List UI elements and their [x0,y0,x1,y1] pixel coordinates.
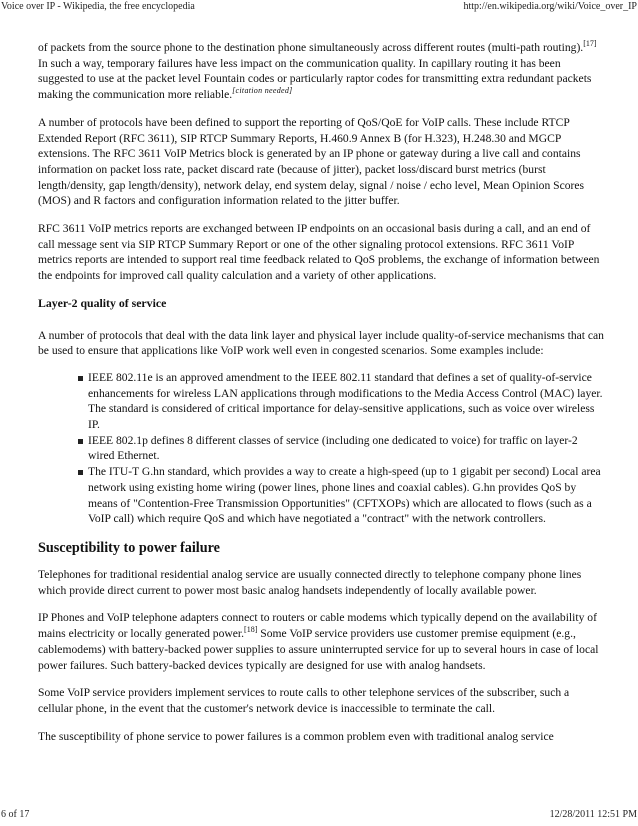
page-title: Voice over IP - Wikipedia, the free encyclopedia [1,1,195,12]
qos-examples-list [38,370,606,527]
paragraph-layer2: A number of protocols that deal with the data link layer and physical layer include quality-of-service mechanisms that can be used to ensure that applications like VoIP work well even in congested scenarios. Some examples include: [38,328,604,358]
paragraph-ip-phones-power [38,610,606,673]
list-item: IEEE 802.1p defines 8 different classes of service (including one dedicated to voice) for traffic on layer-2 wired Ethernet. [88,433,606,464]
page-number: 6 of 17 [1,809,30,820]
paragraph-call-routing: Some VoIP service providers implement services to route calls to other telephone services of the subscriber, such a cellular phone, in the event that the customer's network device is inaccessible to terminate the call. [38,686,570,715]
heading-power-failure: Susceptibility to power failure [38,539,220,556]
paragraph-analog-power: Telephones for traditional residential analog service are usually connected directly to telephone company phone lines which provide direct current to power most basic analog handsets independently of locally available power. [38,567,582,597]
citation-needed-link[interactable]: [citation needed] [232,86,293,96]
paragraph-text: Some VoIP service providers use customer premise equipment (e.g., cablemodems) with battery-backed power supplies to assure uninterrupted service for up to several hours in case of local power failures. Such battery-backed devices typically are designed for use with analog handsets. [38,627,599,672]
heading-layer2-qos: Layer-2 quality of service [38,295,167,310]
print-footer [0,809,638,823]
list-item: The ITU-T G.hn standard, which provides a way to create a high-speed (up to 1 gigabit per second) Local area network using existing home wiring (power lines, phone lines and coaxial cables). G.hn provides QoS by means of "Contention-Free Transmission Opportunities" (CFTXOPs) which are allocated to flows (such as a VoIP call) which require QoS and which have negotiated a "contract" with the network controllers. [88,464,606,527]
paragraph-multipath [38,40,606,103]
article-content [38,40,606,756]
print-timestamp: 12/28/2011 12:51 PM [549,809,637,820]
paragraph-text: of packets from the source phone to the destination phone simultaneously across different routes (multi-path routing). [38,41,584,54]
paragraph-rfc3611: RFC 3611 VoIP metrics reports are exchanged between IP endpoints on an occasional basis during a call, and an end of call message sent via SIP RTCP Summary Report or one of the other signaling protocol extensions. RFC 3611 VoIP metrics reports are intended to support real time feedback related to QoS problems, the exchange of information between the endpoints for improved call quality calculation and a variety of other applications. [38,222,600,283]
paragraph-qos-reporting: A number of protocols have been defined to support the reporting of QoS/QoE for VoIP calls. These include RTCP Extended Report (RFC 3611), SIP RTCP Summary Reports, H.460.9 Annex B (for H.323), H.248.30 and MGCP extensions. The RFC 3611 VoIP Metrics block is generated by an IP phone or gateway during a live call and contains information on packet loss rate, packet discard rate (because of jitter), packet loss/discard burst metrics (burst length/density, gap length/density), network delay, end system delay, signal / noise / echo level, Mean Opinion Scores (MOS) and R factors and configuration information related to the jitter buffer. [38,115,585,208]
paragraph-text: In such a way, temporary failures have less impact on the communication quality. In capillary routing it has been suggested to use at the packet level Fountain codes or particularly raptor codes for transmitting extra redundant packets making the communication more reliable. [38,56,592,102]
paragraph-susceptibility: The susceptibility of phone service to power failures is a common problem even with traditional analog service [38,729,554,743]
list-item: IEEE 802.11e is an approved amendment to the IEEE 802.11 standard that defines a set of quality-of-service enhancements for wireless LAN applications through modifications to the Media Access Control (MAC) layer. The standard is considered of critical importance for delay-sensitive applications, such as voice over wireless IP. [88,370,606,433]
paragraph-text: IP Phones and VoIP telephone adapters connect to routers or cable modems which typically depend on the availability of mains electricity or locally generated power. [38,611,597,641]
reference-link-18[interactable]: [18] [244,625,258,635]
page-url: http://en.wikipedia.org/wiki/Voice_over_IP [463,1,637,12]
print-header [0,1,638,15]
bullet-icon [78,439,83,444]
bullet-icon [78,470,83,475]
reference-link-17[interactable]: [17] [583,39,597,48]
bullet-icon [78,376,83,381]
